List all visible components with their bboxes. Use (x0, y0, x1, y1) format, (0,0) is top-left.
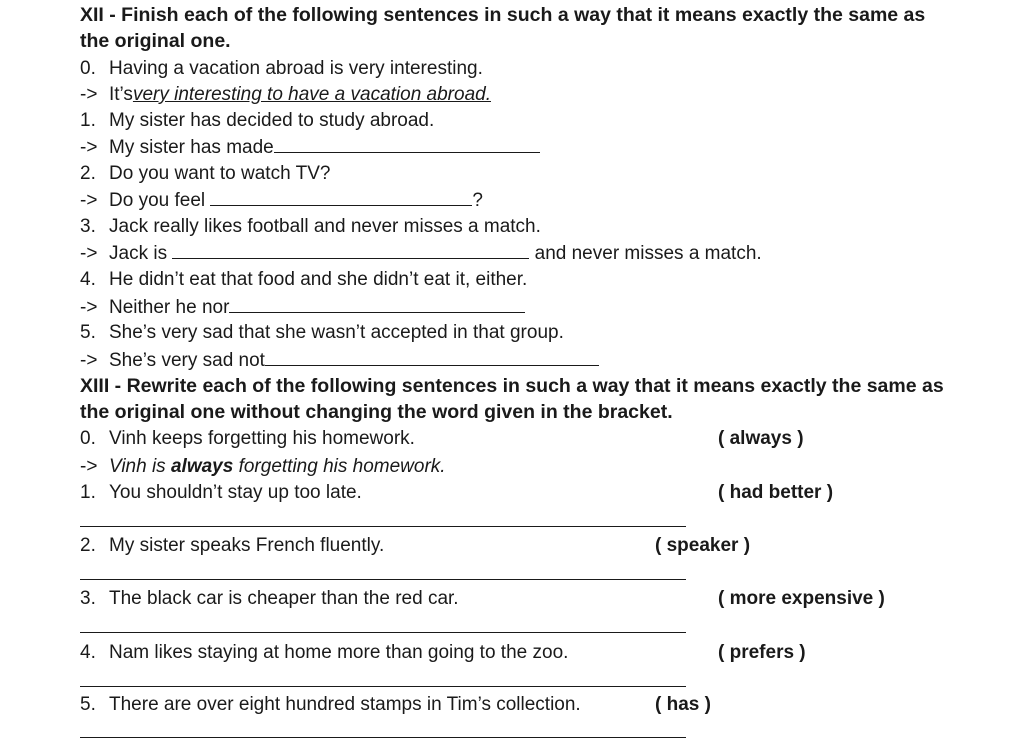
answer-blank[interactable] (274, 134, 540, 153)
arrow-marker: -> (80, 243, 98, 264)
answer-prefix: Do you feel (109, 190, 211, 211)
s12-item-0-answer (80, 82, 491, 108)
s13-item-0-bracket-word: ( always ) (718, 428, 804, 449)
s13-item-2-question (80, 533, 384, 559)
s12-item-2-answer (80, 187, 483, 214)
answer-prefix: It’s (109, 84, 133, 105)
s13-item-0-question (80, 426, 415, 452)
item-number: 0. (80, 428, 96, 449)
item-number: 5. (80, 322, 96, 343)
answer-prefix: Jack is (109, 243, 173, 264)
arrow-marker: -> (80, 84, 98, 105)
question-text: Vinh keeps forgetting his homework. (109, 428, 415, 449)
question-text: Jack really likes football and never misses a match. (109, 216, 541, 237)
s12-item-3-question (80, 214, 541, 240)
answer-blank[interactable] (210, 187, 472, 206)
s13-item-3-question (80, 586, 459, 612)
s12-item-2-question (80, 161, 330, 187)
s13-item-2-answer-line[interactable] (80, 579, 686, 580)
section-13-heading-line-1: XIII - Rewrite each of the following sentences in such a way that it means exactly the same as (80, 375, 944, 397)
example-answer-keyword: always (170, 456, 234, 477)
s12-item-5-question (80, 320, 564, 346)
item-number: 1. (80, 110, 96, 131)
section-12-heading-line-2: the original one. (80, 30, 231, 52)
question-text: She’s very sad that she wasn’t accepted in that group. (109, 322, 564, 343)
s13-item-5-answer-line[interactable] (80, 737, 686, 738)
s13-item-4-bracket-word: ( prefers ) (718, 642, 806, 663)
item-number: 4. (80, 642, 96, 663)
s13-item-5-question (80, 692, 581, 718)
s13-item-1-bracket-word: ( had better ) (718, 482, 834, 503)
s12-item-4-question (80, 267, 527, 293)
answer-blank[interactable] (229, 294, 525, 313)
s13-item-4-question (80, 640, 568, 666)
s12-item-1-answer (80, 134, 540, 161)
question-text: You shouldn’t stay up too late. (109, 482, 362, 503)
item-number: 3. (80, 216, 96, 237)
answer-blank[interactable] (265, 347, 599, 366)
example-answer-start: Vinh is (109, 456, 171, 477)
question-text: Nam likes staying at home more than going to the zoo. (109, 642, 569, 663)
arrow-marker: -> (80, 190, 98, 211)
item-number: 2. (80, 535, 96, 556)
answer-suffix: and never misses a match. (529, 243, 762, 264)
example-answer-end: forgetting his homework. (233, 456, 446, 477)
item-number: 4. (80, 269, 96, 290)
s12-item-5-answer (80, 347, 599, 374)
s13-item-3-answer-line[interactable] (80, 632, 686, 633)
s13-item-5-bracket-word: ( has ) (655, 694, 711, 715)
arrow-marker: -> (80, 350, 98, 371)
answer-blank[interactable] (172, 240, 529, 259)
question-text: He didn’t eat that food and she didn’t eat it, either. (109, 269, 528, 290)
s12-item-0-question (80, 56, 483, 82)
answer-prefix: She’s very sad not (109, 350, 265, 371)
question-text: There are over eight hundred stamps in Tim’s collection. (109, 694, 581, 715)
item-number: 0. (80, 58, 96, 79)
item-number: 3. (80, 588, 96, 609)
section-12-heading-line-1: XII - Finish each of the following sentences in such a way that it means exactly the same as (80, 4, 926, 26)
s13-item-1-answer-line[interactable] (80, 526, 686, 527)
example-answer: very interesting to have a vacation abroad. (132, 84, 491, 105)
s13-item-3-bracket-word: ( more expensive ) (718, 588, 885, 609)
item-number: 5. (80, 694, 96, 715)
section-13-heading-line-2: the original one without changing the word given in the bracket. (80, 401, 673, 423)
arrow-marker: -> (80, 297, 98, 318)
arrow-marker: -> (80, 456, 98, 477)
question-text: Having a vacation abroad is very interesting. (109, 58, 483, 79)
s13-item-2-bracket-word: ( speaker ) (655, 535, 751, 556)
item-number: 2. (80, 163, 96, 184)
answer-prefix: My sister has made (109, 137, 274, 158)
s12-item-1-question (80, 108, 434, 134)
s12-item-3-answer (80, 240, 762, 267)
s12-item-4-answer (80, 294, 525, 321)
item-number: 1. (80, 482, 96, 503)
s13-item-1-question (80, 480, 362, 506)
arrow-marker: -> (80, 137, 98, 158)
question-text: The black car is cheaper than the red car. (109, 588, 459, 609)
answer-suffix: ? (472, 190, 483, 211)
answer-prefix: Neither he nor (109, 297, 230, 318)
question-text: My sister has decided to study abroad. (109, 110, 435, 131)
question-text: My sister speaks French fluently. (109, 535, 385, 556)
question-text: Do you want to watch TV? (109, 163, 331, 184)
s13-item-4-answer-line[interactable] (80, 686, 686, 687)
s13-item-0-answer (80, 454, 446, 480)
